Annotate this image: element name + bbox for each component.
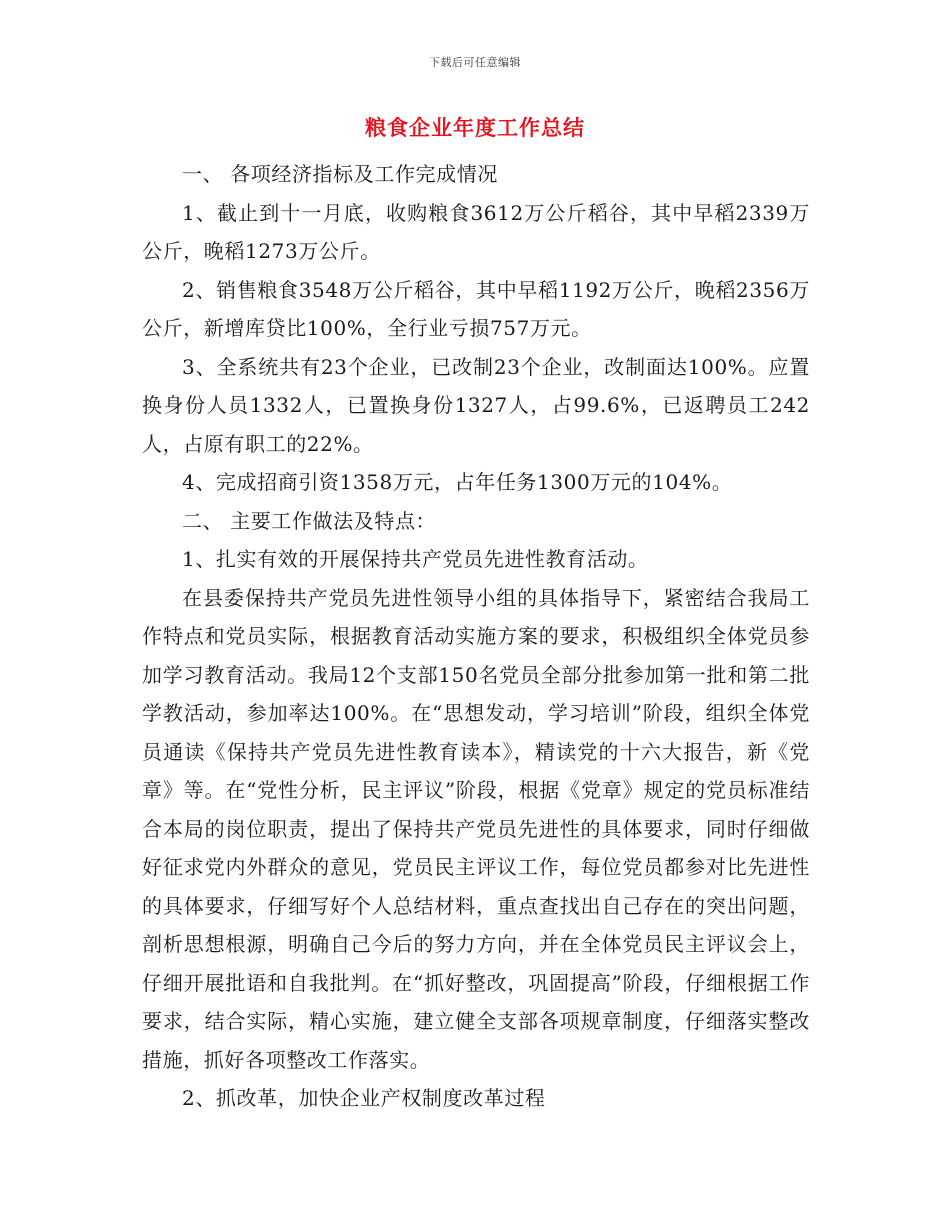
section-heading: 二、 主要工作做法及特点：	[182, 508, 437, 533]
document-title: 粮食企业年度工作总结	[365, 115, 585, 140]
paragraph: 1、截止到十一月底，收购粮食3612万公斤稻谷，其中早稻2339万公斤，晚稻1273万公斤。	[142, 200, 810, 263]
subsection-heading: 1、扎实有效的开展保持共产党员先进性教育活动。	[182, 547, 649, 571]
paragraph: 4、完成招商引资1358万元，占年任务1300万元的104%。	[182, 470, 733, 494]
header-note: 下载后可任意编辑	[429, 56, 521, 69]
paragraph: 在县委保持共产党员先进性领导小组的具体指导下，紧密结合我局工作特点和党员实际，根据教育活动实施方案的要求，积极组织全体党员参加学习教育活动。我局12个支部150名党员全部分批参加第一批和第二批学教活动，参加率达100%。在“思想发动，学习培训”阶段，组织全体党员通读《保持共产党员先进性教育读本》，精读党的十六大报告，新《党章》等。在“党性分析，民主评议”阶段，根据《党章》规定的党员标准结合本局的岗位职责，提出了保持共产党员先进性的具体要求，同时仔细做好征求党内外群众的意见，党员民主评议工作，每位党员都参对比先进性的具体要求，仔细写好个人总结材料，重点查找出自己存在的突出问题，剖析思想根源，明确自己今后的努力方向，并在全体党员民主评议会上，仔细开展批语和自我批判。在“抓好整改，巩固提高”阶段，仔细根据工作要求，结合实际，精心实施，建立健全支部各项规章制度，仔细落实整改措施，抓好各项整改工作落实。	[142, 585, 810, 1072]
document-body	[142, 155, 810, 1118]
section-heading: 一、 各项经济指标及工作完成情况	[182, 162, 498, 186]
paragraph: 2、销售粮食3548万公斤稻谷，其中早稻1192万公斤，晚稻2356万公斤，新增库贷比100%，全行业亏损757万元。	[142, 277, 810, 340]
subsection-heading: 2、抓改革，加快企业产权制度改革过程	[182, 1086, 546, 1110]
paragraph: 3、全系统共有23个企业，已改制23个企业，改制面达100%。应置换身份人员1332人，已置换身份1327人，占99.6%，已返聘员工242人，占原有职工的22%。	[142, 354, 810, 456]
